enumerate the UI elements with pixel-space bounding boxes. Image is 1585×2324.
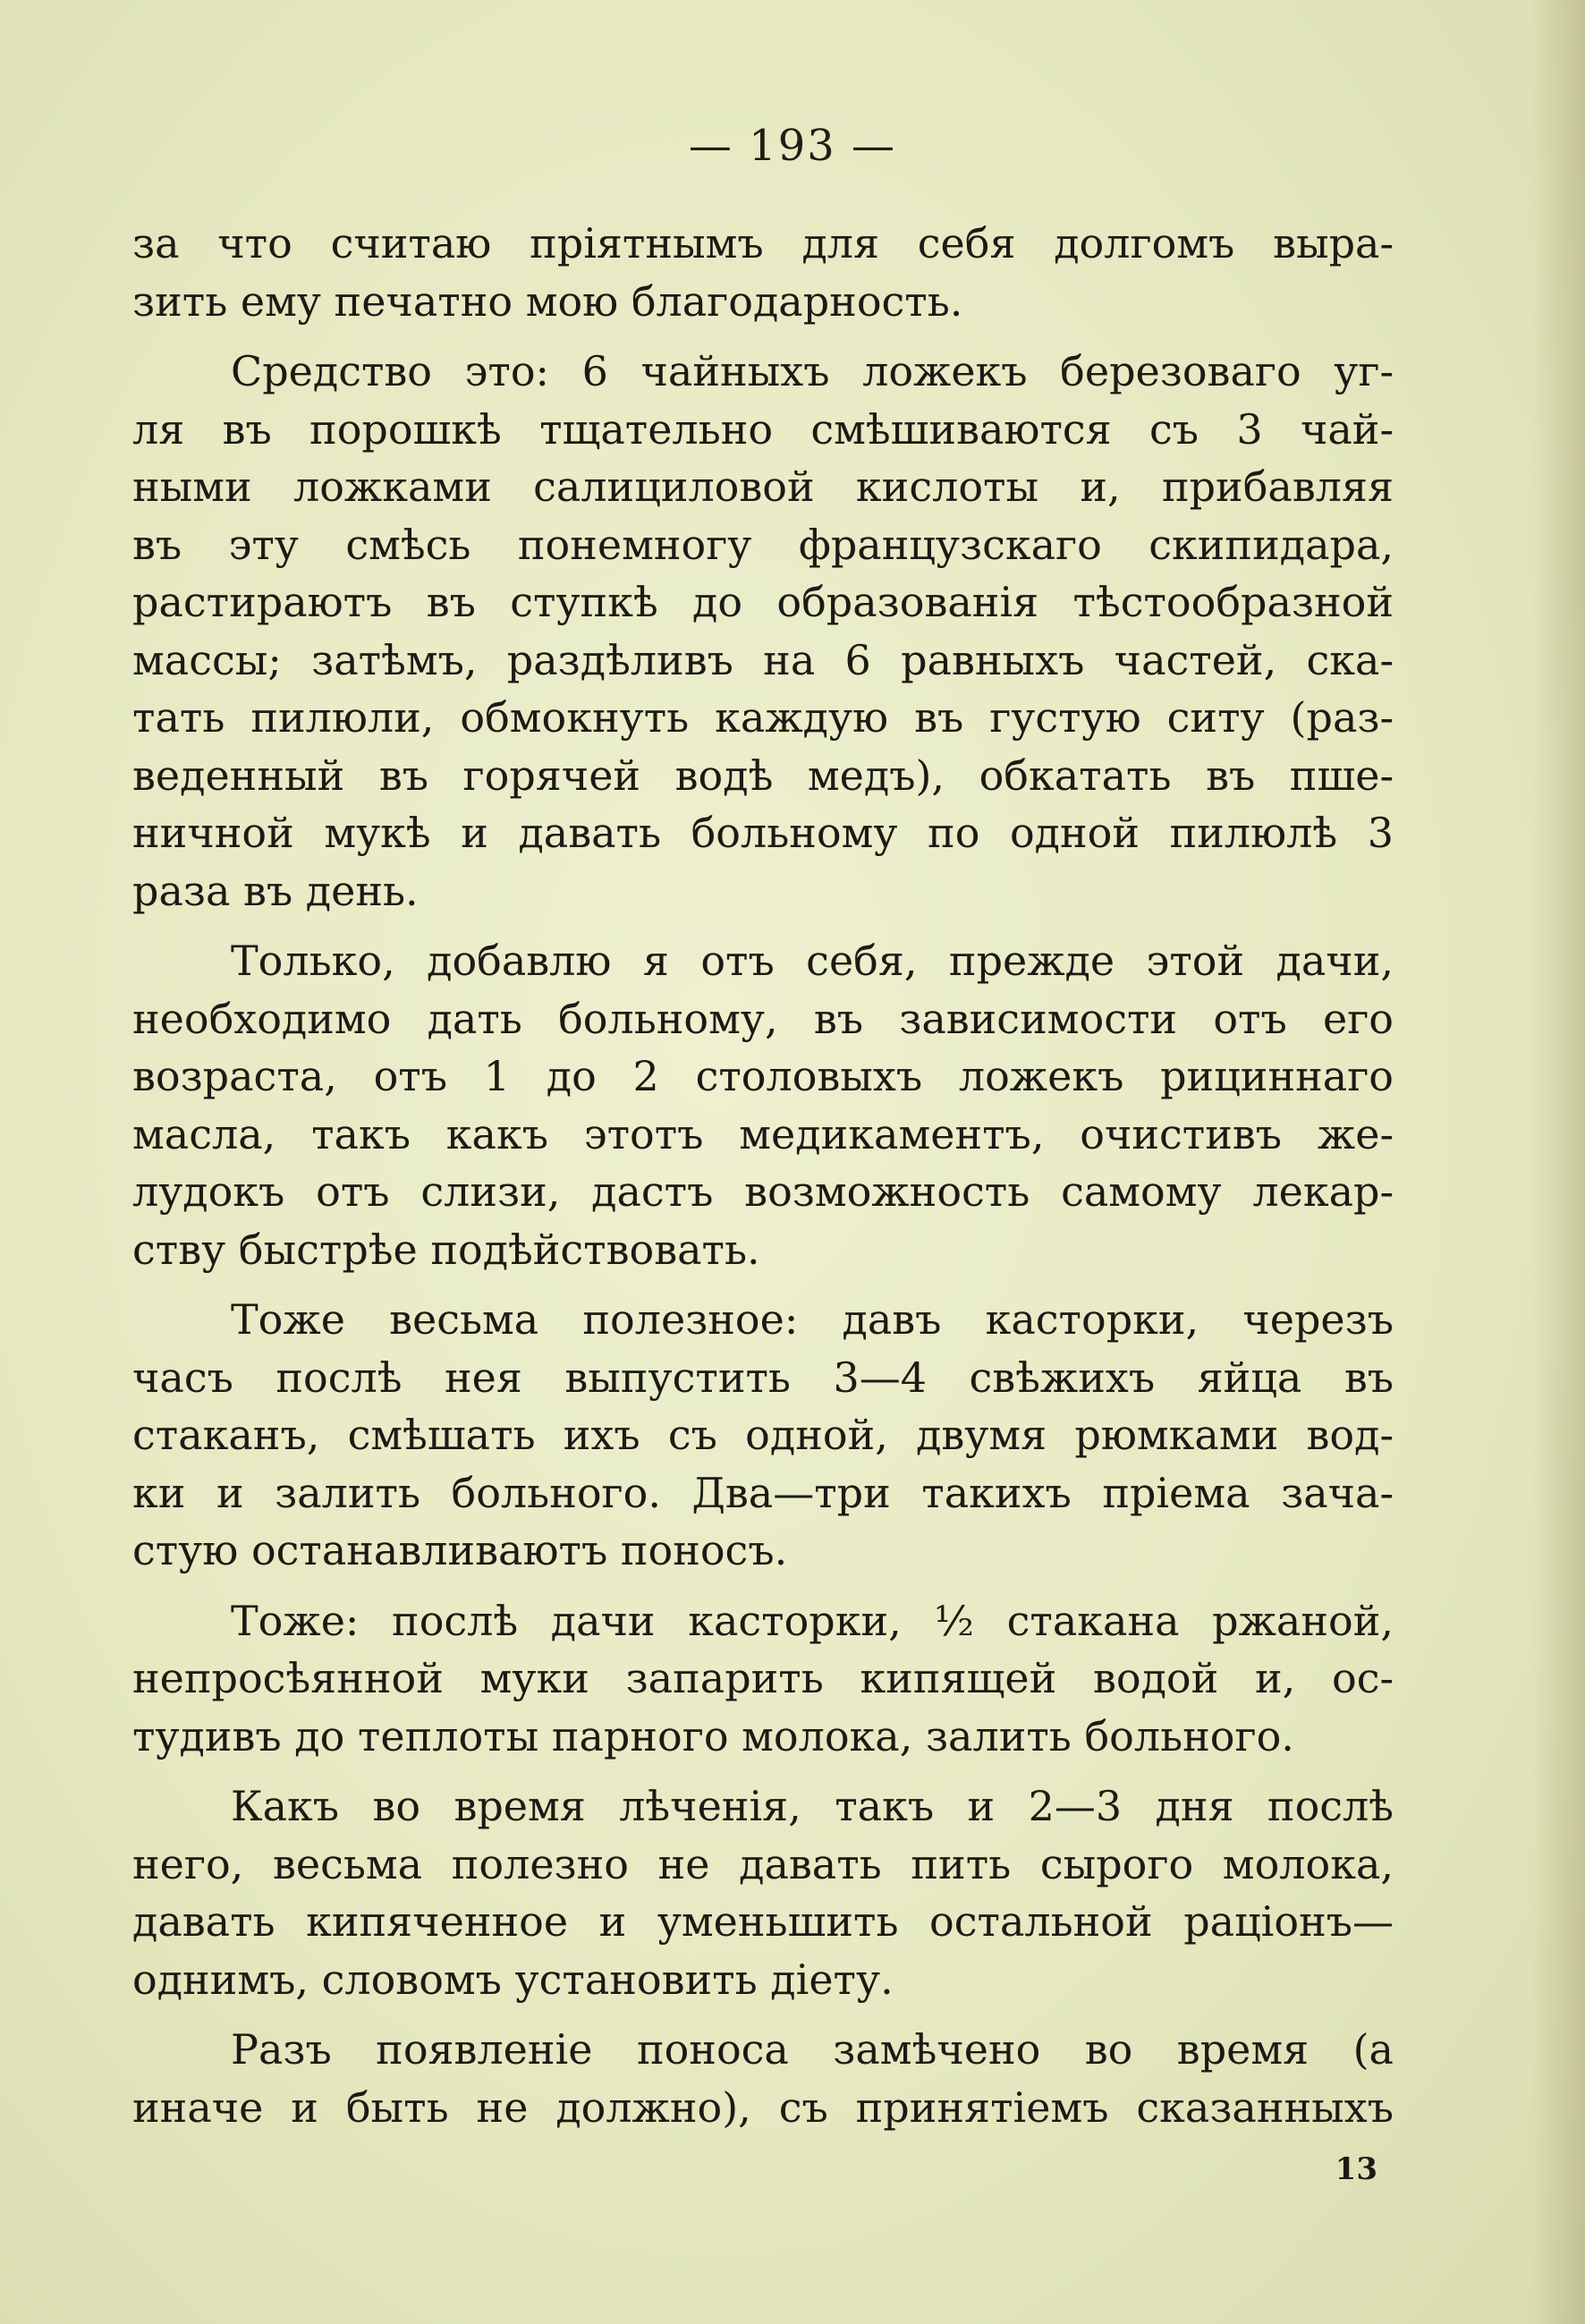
text-line: Разъ появленіе поноса замѣчено во время (а	[231, 2025, 1394, 2074]
text-line: Какъ во время лѣченія, такъ и 2—3 дня послѣ	[231, 1782, 1394, 1830]
page-edge-shadow	[1531, 0, 1585, 2324]
paragraph	[132, 1777, 1394, 2008]
paragraph	[132, 2021, 1394, 2136]
text-line: веденный въ горячей водѣ медъ), обкатать въ пше-	[132, 751, 1394, 800]
text-line: ничной мукѣ и давать больному по одной пилюлѣ 3	[132, 809, 1394, 857]
text-line: за что считаю пріятнымъ для себя долгомъ выра-	[132, 219, 1394, 267]
text-line: возраста, отъ 1 до 2 столовыхъ ложекъ рициннаго	[132, 1052, 1394, 1100]
text-line: раза въ день.	[132, 866, 419, 915]
text-line: лудокъ отъ слизи, дастъ возможность самому лекар-	[132, 1167, 1394, 1216]
text-line: тудивъ до теплоты парного молока, залить больного.	[132, 1711, 1294, 1760]
text-line: ными ложками салициловой кислоты и, прибавляя	[132, 462, 1394, 511]
text-line: Средство это: 6 чайныхъ ложекъ березоваго уг-	[231, 347, 1394, 395]
text-line: Тоже весьма полезное: давъ касторки, черезъ	[231, 1295, 1394, 1344]
text-line: часъ послѣ нея выпустить 3—4 свѣжихъ яйца въ	[132, 1353, 1394, 1402]
text-line: однимъ, словомъ установить діету.	[132, 1955, 894, 2004]
text-line: массы; затѣмъ, раздѣливъ на 6 равныхъ частей, ска-	[132, 635, 1394, 684]
body-text	[132, 215, 1394, 2136]
text-line: иначе и быть не должно), съ принятіемъ сказанныхъ	[132, 2082, 1394, 2132]
text-line: тать пилюли, обмокнуть каждую въ густую ситу (раз-	[132, 693, 1394, 742]
text-line: Только, добавлю я отъ себя, прежде этой дачи,	[231, 937, 1394, 985]
page-number: — 193 —	[688, 121, 897, 171]
paragraph	[132, 1291, 1394, 1580]
text-line: масла, такъ какъ этотъ медикаментъ, очистивъ же-	[132, 1109, 1394, 1158]
text-line: давать кипяченное и уменьшить остальной раціонъ—	[132, 1897, 1394, 1946]
text-line: въ эту смѣсь понемногу французскаго скипидара,	[132, 520, 1394, 569]
text-line: непросѣянной муки запарить кипящей водой и, ос-	[132, 1654, 1394, 1702]
printer-signature-mark: 13	[1335, 2151, 1377, 2187]
text-line: ки и залить больного. Два—три такихъ пріема зача-	[132, 1468, 1394, 1517]
paragraph	[132, 932, 1394, 1278]
paragraph	[132, 1592, 1394, 1766]
text-line: зить ему печатно мою благодарность.	[132, 276, 963, 326]
text-line: растираютъ въ ступкѣ до образованія тѣстообразной	[132, 578, 1394, 626]
text-line: Тоже: послѣ дачи касторки, ½ стакана ржаной,	[231, 1596, 1394, 1645]
text-line: ству быстрѣе подѣйствовать.	[132, 1225, 760, 1274]
text-line: стую останавливаютъ поносъ.	[132, 1526, 788, 1574]
text-line: него, весьма полезно не давать пить сырого молока,	[132, 1839, 1394, 1888]
text-line: ля въ порошкѣ тщательно смѣшиваются съ 3 чай-	[132, 404, 1394, 454]
text-line: стаканъ, смѣшать ихъ съ одной, двумя рюмками вод-	[132, 1411, 1394, 1459]
paragraph	[132, 215, 1394, 330]
paragraph	[132, 343, 1394, 920]
text-line: необходимо дать больному, въ зависимости отъ его	[132, 994, 1394, 1043]
